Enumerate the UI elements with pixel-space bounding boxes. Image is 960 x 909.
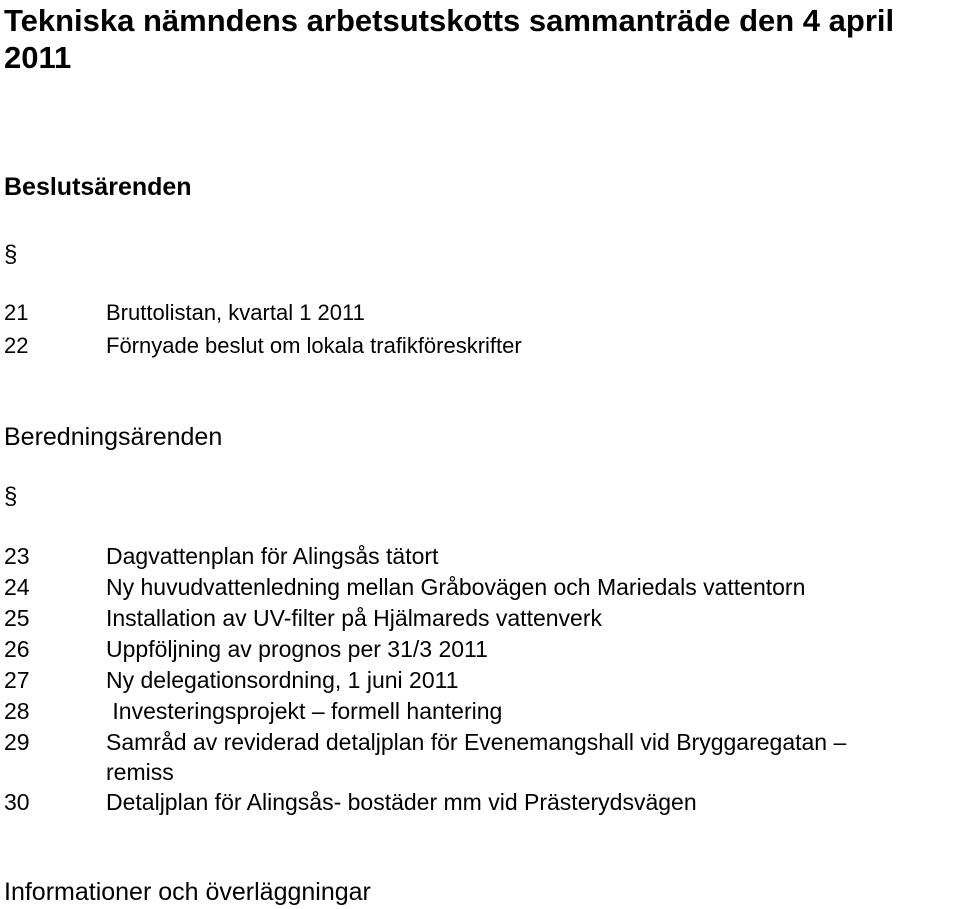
item-number: 29 [4, 729, 30, 755]
page-title: Tekniska nämndens arbetsutskotts sammanträde den 4 april 2011 [4, 3, 895, 75]
item-number: 24 [4, 574, 30, 600]
item-title: Bruttolistan, kvartal 1 2011 [106, 300, 365, 325]
paragraph-sign-icon: § [4, 483, 18, 510]
item-number: 23 [4, 543, 30, 569]
item-number: 25 [4, 605, 30, 631]
item-title: Förnyade beslut om lokala trafikföreskrifter [106, 333, 522, 358]
item-number: 26 [4, 636, 30, 662]
item-title: Ny delegationsordning, 1 juni 2011 [106, 667, 459, 693]
item-number: 30 [4, 789, 30, 815]
section-heading-beslutsarenden: Beslutsärenden [4, 173, 192, 201]
item-number: 22 [4, 333, 29, 358]
paragraph-sign-icon: § [4, 241, 18, 268]
section-heading-beredningsarenden: Beredningsärenden [4, 423, 223, 451]
item-title: Uppföljning av prognos per 31/3 2011 [106, 636, 488, 662]
item-number: 21 [4, 300, 29, 325]
item-title: Samråd av reviderad detaljplan för Evenemangshall vid Bryggaregatan – remiss [106, 729, 847, 785]
list-item [0, 541, 960, 571]
item-title: Ny huvudvattenledning mellan Gråbovägen och Mariedals vattentorn [106, 574, 806, 600]
list-item [0, 787, 960, 817]
item-title: Detaljplan för Alingsås- bostäder mm vid Prästerydsvägen [106, 789, 697, 815]
list-item [0, 298, 960, 328]
item-number: 28 [4, 698, 30, 724]
list-item [0, 572, 960, 602]
item-number: 27 [4, 667, 30, 693]
list-item [0, 603, 960, 633]
section-heading-informationer: Informationer och överläggningar [4, 878, 371, 906]
item-title: Dagvattenplan för Alingsås tätort [106, 543, 439, 569]
list-item [0, 696, 960, 726]
list-item [0, 665, 960, 695]
item-title: Investeringsprojekt – formell hantering [106, 698, 503, 724]
list-item [0, 331, 960, 361]
item-title: Installation av UV-filter på Hjälmareds vattenverk [106, 605, 602, 631]
list-item [0, 727, 960, 787]
list-item [0, 634, 960, 664]
